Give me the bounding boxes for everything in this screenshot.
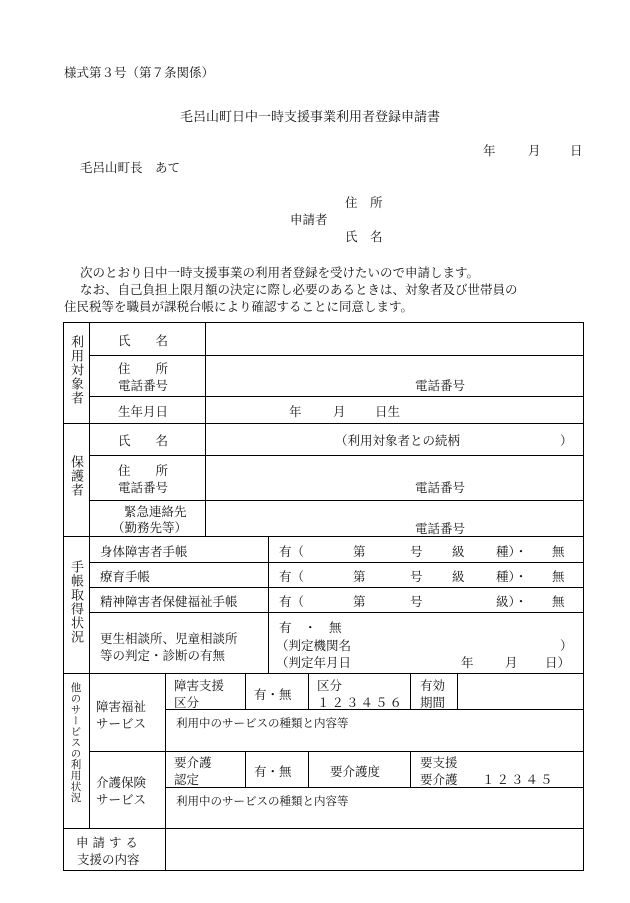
handbook-mental-go: 号: [410, 594, 423, 609]
user-birth-year: 年: [289, 404, 302, 419]
handbook-physical-label: 身体障害者手帳: [100, 544, 188, 559]
handbook-physical-ari: 有（: [279, 544, 305, 559]
class-label: 区分: [317, 678, 343, 693]
support-class-label-line2: 区分: [174, 695, 200, 710]
care-yes-no: 有・無: [254, 764, 292, 779]
body-text-line2: なお、自己負担上限月額の決定に際し必要のあるときは、対象者及び世帯員の: [80, 282, 518, 297]
handbook-mental-nashi: 無: [552, 594, 565, 609]
user-section-label: 利用対象者: [68, 335, 83, 405]
handbook-physical-nashi: 無: [552, 544, 565, 559]
judgement-agency-open: （判定機関名: [276, 638, 352, 653]
handbook-mental-ari: 有（: [279, 594, 305, 609]
emergency-workplace-label: （勤務先等）: [112, 520, 188, 535]
handbook-physical-dai: 第: [353, 544, 366, 559]
user-phone-right-label: 電話番号: [415, 378, 466, 393]
applicant-label: 申請者: [290, 212, 328, 227]
handbook-ryoiku-ari: 有（: [279, 569, 305, 584]
judgement-year: 年: [461, 655, 474, 670]
support-class-label-line1: 障害支援: [174, 678, 225, 693]
user-birth-day: 日生: [375, 404, 401, 419]
care-usage-label: 利用中のサービスの種類と内容等: [176, 794, 349, 808]
user-address-label: 住 所: [118, 361, 169, 376]
user-name-label: 氏 名: [118, 333, 169, 348]
judgement-day: 日）: [545, 655, 571, 670]
care-cert-label-line2: 認定: [174, 772, 200, 787]
care-service-label-line2: サービス: [96, 792, 147, 807]
judgement-month: 月: [505, 655, 518, 670]
judgement-label-line1: 更生相談所、児童相談所: [100, 631, 238, 646]
guardian-name-label: 氏 名: [118, 433, 169, 448]
handbook-physical-shu: 種）・: [496, 544, 528, 559]
handbook-ryoiku-label: 療育手帳: [100, 569, 151, 584]
care-cert-label-line1: 要介護: [174, 755, 212, 770]
handbook-mental-dai: 第: [353, 594, 366, 609]
need-support-label: 要支援: [420, 755, 458, 770]
handbook-ryoiku-dai: 第: [353, 569, 366, 584]
guardian-relation-close: ）: [560, 433, 573, 448]
care-service-label-line1: 介護保険: [96, 775, 147, 790]
handbook-physical-kyu: 級: [452, 544, 465, 559]
user-birth-month: 月: [333, 404, 346, 419]
handbook-ryoiku-go: 号: [410, 569, 423, 584]
welfare-yes-no: 有・無: [254, 687, 292, 702]
page-title: 毛呂山町日中一時支援事業利用者登録申請書: [180, 110, 441, 125]
emergency-contact-label: 緊急連絡先: [124, 504, 187, 519]
class-digits: １２３４５６: [317, 695, 405, 710]
request-label-line1: 申 請 す る: [76, 835, 138, 850]
handbook-ryoiku-shu: 種）・: [496, 569, 528, 584]
guardian-address-label: 住 所: [118, 463, 169, 478]
judgement-label-line2: 等の判定・診断の有無: [100, 648, 226, 663]
user-phone-label: 電話番号: [118, 378, 169, 393]
guardian-section-label: 保護者: [68, 455, 83, 497]
handbook-physical-go: 号: [410, 544, 423, 559]
other-services-label: 他のサービスの利用状況: [69, 682, 82, 803]
judgement-yes-no: 有 ・ 無: [279, 620, 342, 635]
guardian-phone-right-label: 電話番号: [415, 480, 466, 495]
handbook-ryoiku-nashi: 無: [552, 569, 565, 584]
emergency-phone-label: 電話番号: [415, 521, 466, 536]
valid-period-label-line2: 期間: [420, 695, 446, 710]
judgement-agency-close: ）: [560, 638, 573, 653]
body-text-line3: 住民税等を職員が課税台帳により確認することに同意します。: [64, 299, 414, 314]
welfare-service-label-line2: サービス: [96, 716, 147, 731]
valid-period-label-line1: 有効: [420, 678, 446, 693]
handbook-section-label: 手帳取得状況: [68, 560, 83, 644]
addressee: 毛呂山町長 あて: [80, 160, 181, 175]
care-level-label: 要介護度: [330, 764, 381, 779]
welfare-service-label-line1: 障害福祉: [96, 699, 147, 714]
request-label-line2: 支援の内容: [77, 852, 140, 867]
guardian-phone-label: 電話番号: [118, 480, 169, 495]
handbook-mental-shu: 級）・: [496, 594, 528, 609]
date-day: 日: [570, 143, 583, 158]
care-digits: １２３４５: [482, 772, 555, 787]
guardian-relation-open: （利用対象者との続柄: [335, 433, 461, 448]
handbook-mental-label: 精神障害者保健福祉手帳: [100, 594, 238, 609]
handbook-ryoiku-kyu: 級: [452, 569, 465, 584]
applicant-name-label: 氏 名: [345, 229, 383, 244]
applicant-address-label: 住 所: [345, 195, 383, 210]
body-text-line1: 次のとおり日中一時支援事業の利用者登録を受けたいので申請します。: [80, 265, 480, 280]
date-year: 年: [483, 143, 496, 158]
welfare-usage-label: 利用中のサービスの種類と内容等: [176, 716, 349, 730]
judgement-date-label: （判定年月日: [276, 655, 352, 670]
form-number: 様式第３号（第７条関係）: [64, 65, 215, 80]
date-month: 月: [528, 143, 541, 158]
user-birth-label: 生年月日: [118, 404, 169, 419]
need-care-label: 要介護: [420, 772, 458, 787]
